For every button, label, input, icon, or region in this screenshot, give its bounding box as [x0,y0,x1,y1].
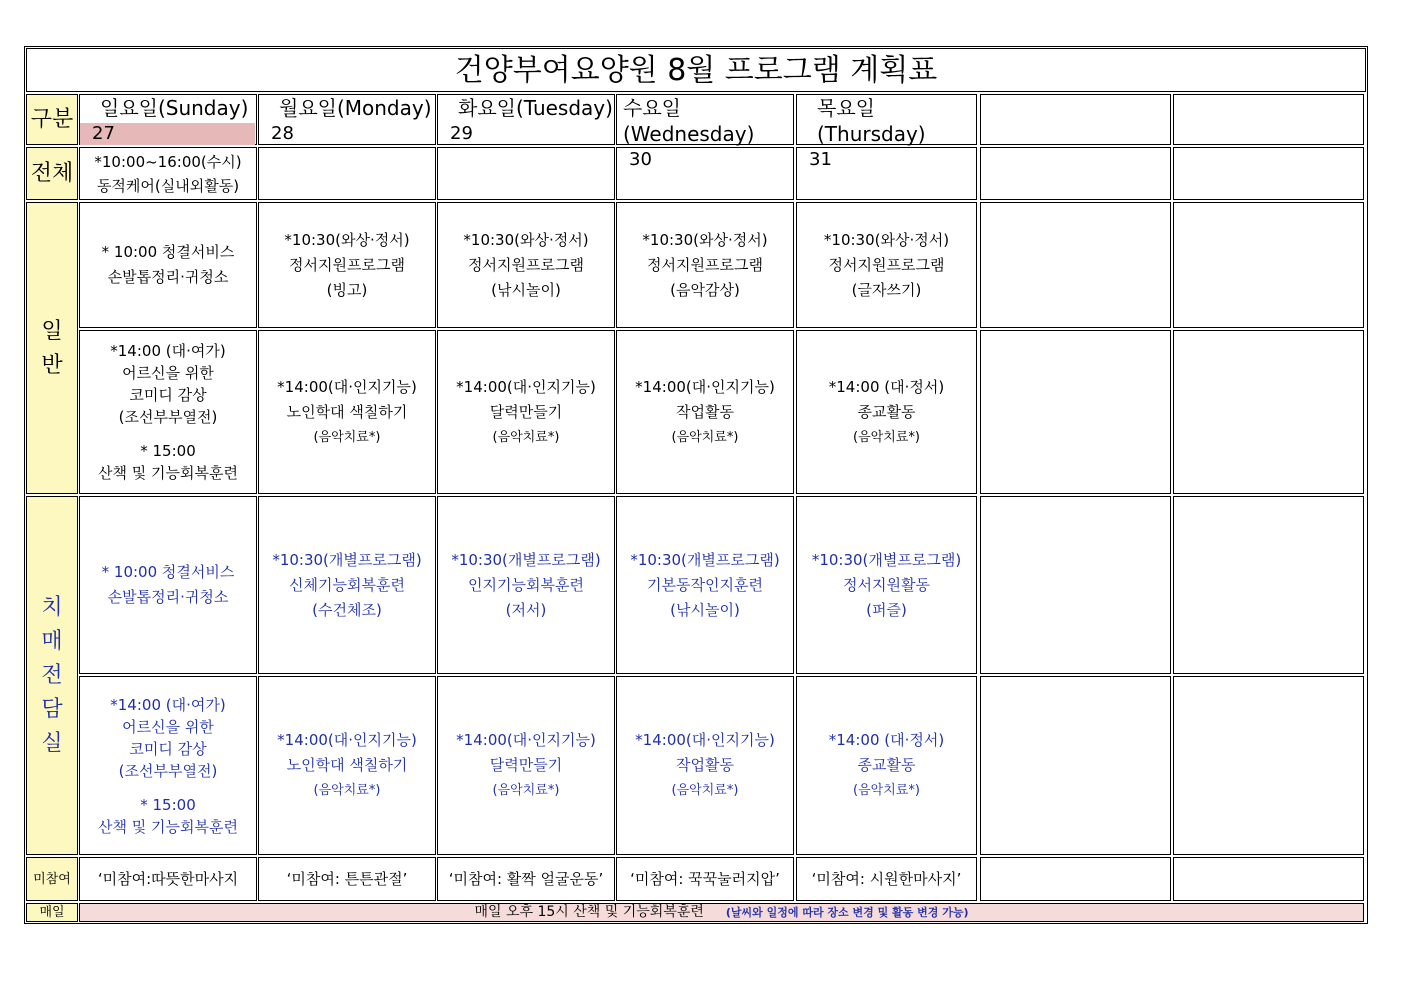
dementia-morning-wednesday [616,496,794,674]
header-label-text: 구분 [30,107,74,132]
day-date: 30 [629,149,652,170]
line: 노인학대 색칠하기 [286,402,408,421]
row-label-all [26,147,78,200]
absent-thursday [796,857,977,901]
dementia-morning-monday [258,496,436,674]
row-label-char: 담 [41,696,63,722]
line: 정서지원프로그램 [647,255,763,274]
line: *14:00 (대·정서) [828,731,945,749]
row-label-char: 치 [41,594,63,620]
line: 정서지원프로그램 [468,255,584,274]
line: * 10:00 청결서비스 [101,243,235,261]
line: (낚시놀이) [670,600,740,619]
line: (음악치료*) [313,429,381,445]
line: ‘미참여: 꾹꾹눌러지압’ [630,869,780,888]
line: ‘미참여:따뜻한마사지 [97,869,239,888]
line: *10:30(개별프로그램) [451,550,601,569]
line: * 15:00 [140,795,196,814]
row-label-char: 실 [41,730,63,756]
dementia-afternoon-monday [258,676,436,855]
daily-note [79,903,1364,922]
line: *14:00 (대·정서) [828,377,945,396]
general-afternoon-tuesday [437,330,615,494]
row-label-text: 매일 [39,905,65,920]
line: (빙고) [326,280,368,299]
day-date: 31 [809,149,832,170]
line: 작업활동 [676,756,734,774]
line: *14:00(대·인지기능) [277,377,417,396]
dementia-afternoon-tuesday [437,676,615,855]
all-wednesday [616,147,794,200]
line: * 10:00 청결서비스 [101,563,235,581]
line: (음악치료*) [853,783,920,798]
dementia-afternoon-thursday [796,676,977,855]
line: 코미디 감상 [129,739,207,758]
line: 산책 및 기능회복훈련 [98,817,238,836]
schedule-sheet [24,46,1368,924]
row-label-general [26,202,78,494]
row-label-absent [26,857,78,901]
general-morning-empty [1173,202,1364,328]
day-name: 수요일(Wednesday) [623,96,755,146]
line: (음악치료*) [671,783,739,798]
general-afternoon-wednesday [616,330,794,494]
dementia-afternoon-wednesday [616,676,794,855]
line: (음악치료*) [492,783,560,798]
day-name: 목요일(Thursday) [817,96,926,146]
line: 손발톱정리·귀청소 [107,268,229,286]
header-label [26,94,78,145]
line: *10:30(개별프로그램) [630,550,780,569]
line: *10:30(개별프로그램) [811,550,962,569]
line: ‘미참여: 시원한마사지’ [811,869,962,888]
row-label-char: 매 [41,628,63,654]
line: 달력만들기 [489,402,563,421]
line: *14:00(대·인지기능) [456,731,596,749]
row-label-char: 전 [41,662,63,688]
day-header-wednesday [616,94,794,170]
row-label-text: 전체 [30,161,74,186]
day-header-tuesday [437,94,615,145]
day-name: 화요일(Tuesday) [458,96,613,120]
line: (낚시놀이) [491,280,561,299]
line: 달력만들기 [489,756,563,774]
line: 종교활동 [857,756,916,774]
absent-tuesday [437,857,615,901]
daily-disclaimer: (날씨와 일정에 따라 장소 변경 및 활동 변경 가능) [725,906,969,919]
absent-empty [1173,857,1364,901]
line: (수건체조) [312,600,382,619]
day-name: 일요일(Sunday) [100,96,249,120]
line: *14:00(대·인지기능) [635,731,775,749]
line: (글자쓰기) [851,280,922,299]
general-morning-empty [980,202,1171,328]
dementia-afternoon-empty [980,676,1171,855]
line: *10:30(와상·정서) [284,230,410,249]
absent-sunday [79,857,257,901]
line: *14:00(대·인지기능) [456,377,596,396]
line: (음악치료*) [853,429,920,445]
day-header-empty [980,94,1171,145]
dementia-morning-thursday [796,496,977,674]
daily-text: 매일 오후 15시 산책 및 기능회복훈련 [474,904,704,920]
row-label-char: 일 [41,319,63,344]
dementia-morning-empty [980,496,1171,674]
day-header-sunday [79,94,257,145]
line: *14:00(대·인지기능) [277,731,417,749]
dementia-morning-empty [1173,496,1364,674]
day-header-empty [1173,94,1364,145]
line: 정서지원프로그램 [828,255,945,274]
line: (음악치료*) [671,429,739,445]
line: *10:30(개별프로그램) [272,550,422,569]
line: * 15:00 [140,442,196,460]
dementia-afternoon-sunday [79,676,257,855]
line: (조선부부열전) [118,408,218,426]
line: 종교활동 [857,402,916,421]
line: (퍼즐) [866,600,907,619]
dementia-morning-sunday [79,496,257,674]
line: 동적케어(실내외활동) [96,176,240,195]
general-afternoon-thursday [796,330,977,494]
line: 어르신을 위한 [122,364,214,382]
general-morning-monday [258,202,436,328]
general-afternoon-empty [980,330,1171,494]
line: *10:00~16:00(수시) [94,152,242,171]
all-sunday [79,147,257,200]
line: 노인학대 색칠하기 [286,756,408,774]
absent-empty [980,857,1171,901]
row-label-text: 미참여 [33,871,71,887]
all-empty [1173,147,1364,200]
line: 기본동작인지훈련 [647,575,763,594]
line: *10:30(와상·정서) [823,230,950,249]
general-morning-wednesday [616,202,794,328]
all-thursday [796,147,977,200]
general-morning-thursday [796,202,977,328]
day-date: 28 [271,123,294,144]
all-monday [258,147,436,200]
absent-wednesday [616,857,794,901]
line: (음악치료*) [313,783,381,798]
line: *10:30(와상·정서) [642,230,768,249]
line: 정서지원활동 [843,575,930,594]
line: 어르신을 위한 [122,717,214,736]
line: 작업활동 [676,402,734,421]
line: *14:00 (대·여가) [110,342,226,360]
day-header-monday [258,94,436,145]
line: (음악치료*) [492,429,560,445]
day-header-thursday [796,94,977,170]
line: *14:00 (대·여가) [110,695,226,714]
day-date: 27 [80,123,255,145]
line: *14:00(대·인지기능) [635,377,775,396]
all-tuesday [437,147,615,200]
page-title [26,48,1366,92]
line: (저서) [505,600,547,619]
general-afternoon-empty [1173,330,1364,494]
row-label-daily [26,903,78,922]
general-morning-tuesday [437,202,615,328]
line: 정서지원프로그램 [289,255,405,274]
line: (음악감상) [670,280,740,299]
day-date: 29 [450,123,473,144]
dementia-morning-tuesday [437,496,615,674]
line: ‘미참여: 활짝 얼굴운동’ [448,869,604,888]
absent-monday [258,857,436,901]
line: 손발톱정리·귀청소 [107,588,229,606]
line: 인지기능회복훈련 [468,575,584,594]
general-afternoon-monday [258,330,436,494]
general-morning-sunday [79,202,257,328]
general-afternoon-sunday [79,330,257,494]
row-label-char: 반 [41,353,63,378]
line: 코미디 감상 [129,386,207,404]
line: 산책 및 기능회복훈련 [98,464,238,482]
all-empty [980,147,1171,200]
line: *10:30(와상·정서) [463,230,589,249]
row-label-dementia [26,496,78,855]
dementia-afternoon-empty [1173,676,1364,855]
line: (조선부부열전) [118,761,218,780]
line: 신체기능회복훈련 [289,575,405,594]
day-name: 월요일(Monday) [279,96,432,120]
title-text: 건양부여요양원 8월 프로그램 계획표 [454,52,938,88]
line: ‘미참여: 튼튼관절’ [286,869,408,888]
